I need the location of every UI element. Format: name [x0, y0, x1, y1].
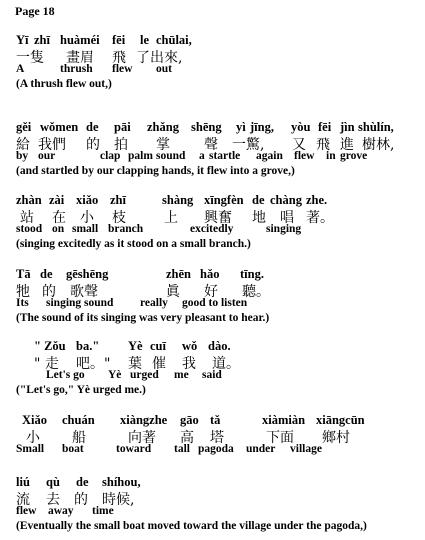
pinyin-word: cuī: [150, 339, 166, 353]
pinyin-word: jìn: [340, 120, 355, 134]
translation-text: ("Let's go," Yè urged me.): [16, 384, 146, 396]
gloss-word: branch: [108, 223, 144, 235]
pinyin-word: Tā: [16, 267, 31, 281]
translation-text: (Eventually the small boat moved toward the village under the pagoda,): [16, 520, 367, 532]
pinyin-word: zhī: [34, 33, 50, 47]
gloss-word: flew: [16, 505, 37, 517]
pinyin-word: zhī: [110, 193, 126, 207]
chinese-word: 上: [164, 210, 178, 226]
gloss-word: palm: [128, 150, 153, 162]
chinese-word: 流: [16, 492, 30, 508]
chinese-word: 鄉村: [322, 430, 350, 446]
chinese-word: 好: [204, 284, 218, 300]
chinese-word: 進: [340, 137, 354, 153]
gloss-word: tall: [174, 443, 190, 455]
gloss-word: by: [16, 150, 29, 162]
pinyin-word: fēi: [318, 120, 332, 134]
chinese-word: " 走: [34, 356, 59, 372]
pinyin-word: liú: [16, 475, 30, 489]
gloss-word: good to listen: [182, 297, 248, 309]
pinyin-word: " Zǒu: [34, 339, 66, 353]
pinyin-word: yì: [236, 120, 246, 134]
pinyin-word: zài: [49, 193, 65, 207]
gloss-word: pagoda: [198, 443, 234, 455]
gloss-word: village: [290, 443, 322, 455]
chinese-word: 又: [292, 137, 306, 153]
gloss-word: singing sound: [46, 297, 114, 309]
pinyin-word: chūlai,: [156, 33, 192, 47]
gloss-word: flew: [294, 150, 315, 162]
gloss-word: away: [48, 505, 74, 517]
chinese-word: 飛: [112, 50, 126, 66]
pinyin-word: jīng,: [250, 120, 274, 134]
chinese-word: 道。: [212, 356, 240, 372]
gloss-word: boat: [62, 443, 84, 455]
gloss-word: thrush: [60, 63, 93, 75]
pinyin-word: de: [86, 120, 99, 134]
pinyin-word: de: [40, 267, 53, 281]
page-number: Page 18: [15, 4, 55, 18]
pinyin-word: de: [252, 193, 265, 207]
chinese-word: 興奮: [204, 210, 232, 226]
pinyin-word: gěi: [16, 120, 32, 134]
chinese-word: 吧。": [76, 356, 111, 372]
pinyin-word: xīngfèn: [204, 193, 244, 207]
chinese-word: 眞: [166, 284, 180, 300]
gloss-word: Small: [16, 443, 45, 455]
gloss-word: toward: [116, 443, 152, 455]
chinese-word: 聲: [204, 137, 218, 153]
chinese-word: 拍: [114, 137, 128, 153]
chinese-word: 我: [182, 356, 196, 372]
gloss-word: flew: [112, 63, 133, 75]
pinyin-word: Xiǎo: [22, 413, 47, 427]
pinyin-word: gēshēng: [66, 267, 109, 281]
pinyin-word: chàng: [270, 193, 302, 207]
pinyin-word: gāo: [180, 413, 199, 427]
gloss-word: startle: [209, 150, 241, 162]
chinese-word: 歌聲: [70, 284, 98, 300]
gloss-word: stood: [16, 223, 43, 235]
pinyin-word: shùlín,: [358, 120, 394, 134]
chinese-word: 我們: [38, 137, 66, 153]
gloss-word: under: [246, 443, 276, 455]
chinese-word: 葉: [128, 356, 142, 372]
gloss-word: time: [92, 505, 114, 517]
pinyin-word: le: [140, 33, 150, 47]
pinyin-word: huàméi: [60, 33, 100, 47]
pinyin-word: tīng.: [240, 267, 264, 281]
pinyin-word: wǒ: [182, 339, 198, 353]
pinyin-word: ba.": [76, 339, 100, 353]
chinese-word: 站: [20, 210, 34, 226]
gloss-word: again: [256, 150, 283, 162]
gloss-word: Let's go: [46, 369, 85, 381]
pinyin-word: zhǎng: [147, 120, 179, 134]
gloss-word: really: [140, 297, 168, 309]
pinyin-word: hǎo: [200, 267, 220, 281]
pinyin-word: xiàngzhe: [120, 413, 168, 427]
chinese-word: 下面: [266, 430, 294, 446]
pinyin-word: de: [76, 475, 89, 489]
chinese-word: 高: [180, 430, 194, 446]
pinyin-word: shēng: [191, 120, 222, 134]
pinyin-word: shàng: [162, 193, 194, 207]
pinyin-word: qù: [46, 475, 60, 489]
chinese-word: 的: [74, 492, 88, 508]
chinese-word: 在: [52, 210, 66, 226]
pinyin-word: Yī: [16, 33, 29, 47]
gloss-word: out: [156, 63, 172, 75]
pinyin-word: tǎ: [210, 413, 221, 427]
pinyin-word: zhēn: [166, 267, 191, 281]
pinyin-word: dào.: [208, 339, 231, 353]
chinese-word: 唱: [280, 210, 294, 226]
gloss-word: said: [202, 369, 222, 381]
gloss-word: excitedly: [190, 223, 234, 235]
pinyin-word: zhe.: [306, 193, 328, 207]
pinyin-word: pāi: [114, 120, 131, 134]
gloss-word: on: [52, 223, 65, 235]
gloss-word: A: [16, 63, 25, 75]
chinese-word: 給: [16, 137, 30, 153]
chinese-word: 塔: [210, 430, 224, 446]
gloss-word: a: [199, 150, 205, 162]
chinese-word: 催: [152, 356, 166, 372]
translation-text: (A thrush flew out,): [16, 78, 112, 90]
chinese-word: 了出來,: [136, 50, 183, 66]
gloss-word: Its: [16, 297, 29, 309]
gloss-word: sound: [156, 150, 186, 162]
pinyin-word: yòu: [291, 120, 311, 134]
pinyin-word: chuán: [62, 413, 95, 427]
pinyin-word: wǒmen: [40, 120, 79, 134]
chinese-word: 向著: [128, 430, 156, 446]
translation-text: (and startled by our clapping hands, it flew into a grove,): [16, 165, 295, 177]
translation-text: (singing excitedly as it stood on a small branch.): [16, 238, 251, 250]
chinese-word: 一隻: [16, 50, 44, 66]
gloss-word: singing: [266, 223, 302, 235]
chinese-word: 著。: [306, 210, 334, 226]
chinese-word: 飛: [316, 137, 330, 153]
chinese-word: 畫眉: [66, 50, 94, 66]
gloss-word: in: [326, 150, 336, 162]
chinese-word: 聽。: [242, 284, 270, 300]
pinyin-word: xiāngcūn: [316, 413, 365, 427]
pinyin-word: zhàn: [16, 193, 42, 207]
chinese-word: 地: [252, 210, 266, 226]
gloss-word: small: [72, 223, 99, 235]
chinese-word: 時候,: [102, 492, 135, 508]
gloss-word: clap: [100, 150, 121, 162]
gloss-word: our: [38, 150, 56, 162]
pinyin-word: Yè: [128, 339, 143, 353]
chinese-word: 的: [42, 284, 56, 300]
gloss-word: grove: [340, 150, 368, 162]
chinese-word: 小: [26, 430, 40, 446]
pinyin-word: shíhou,: [102, 475, 141, 489]
pinyin-word: xiàmiàn: [262, 413, 306, 427]
chinese-word: 枝: [112, 210, 126, 226]
chinese-word: 掌: [156, 137, 170, 153]
gloss-word: me: [174, 369, 189, 381]
gloss-word: urged: [130, 369, 159, 381]
gloss-word: Yè: [108, 369, 122, 381]
pinyin-word: xiǎo: [76, 193, 99, 207]
chinese-word: 牠: [16, 284, 30, 300]
pinyin-word: fēi: [112, 33, 126, 47]
chinese-word: 樹林,: [362, 137, 395, 153]
chinese-word: 的: [86, 137, 100, 153]
chinese-word: 去: [46, 492, 60, 508]
translation-text: (The sound of its singing was very pleasant to hear.): [16, 312, 270, 324]
chinese-word: 小: [80, 210, 94, 226]
chinese-word: 一驚,: [232, 137, 265, 153]
chinese-word: 船: [72, 430, 86, 446]
